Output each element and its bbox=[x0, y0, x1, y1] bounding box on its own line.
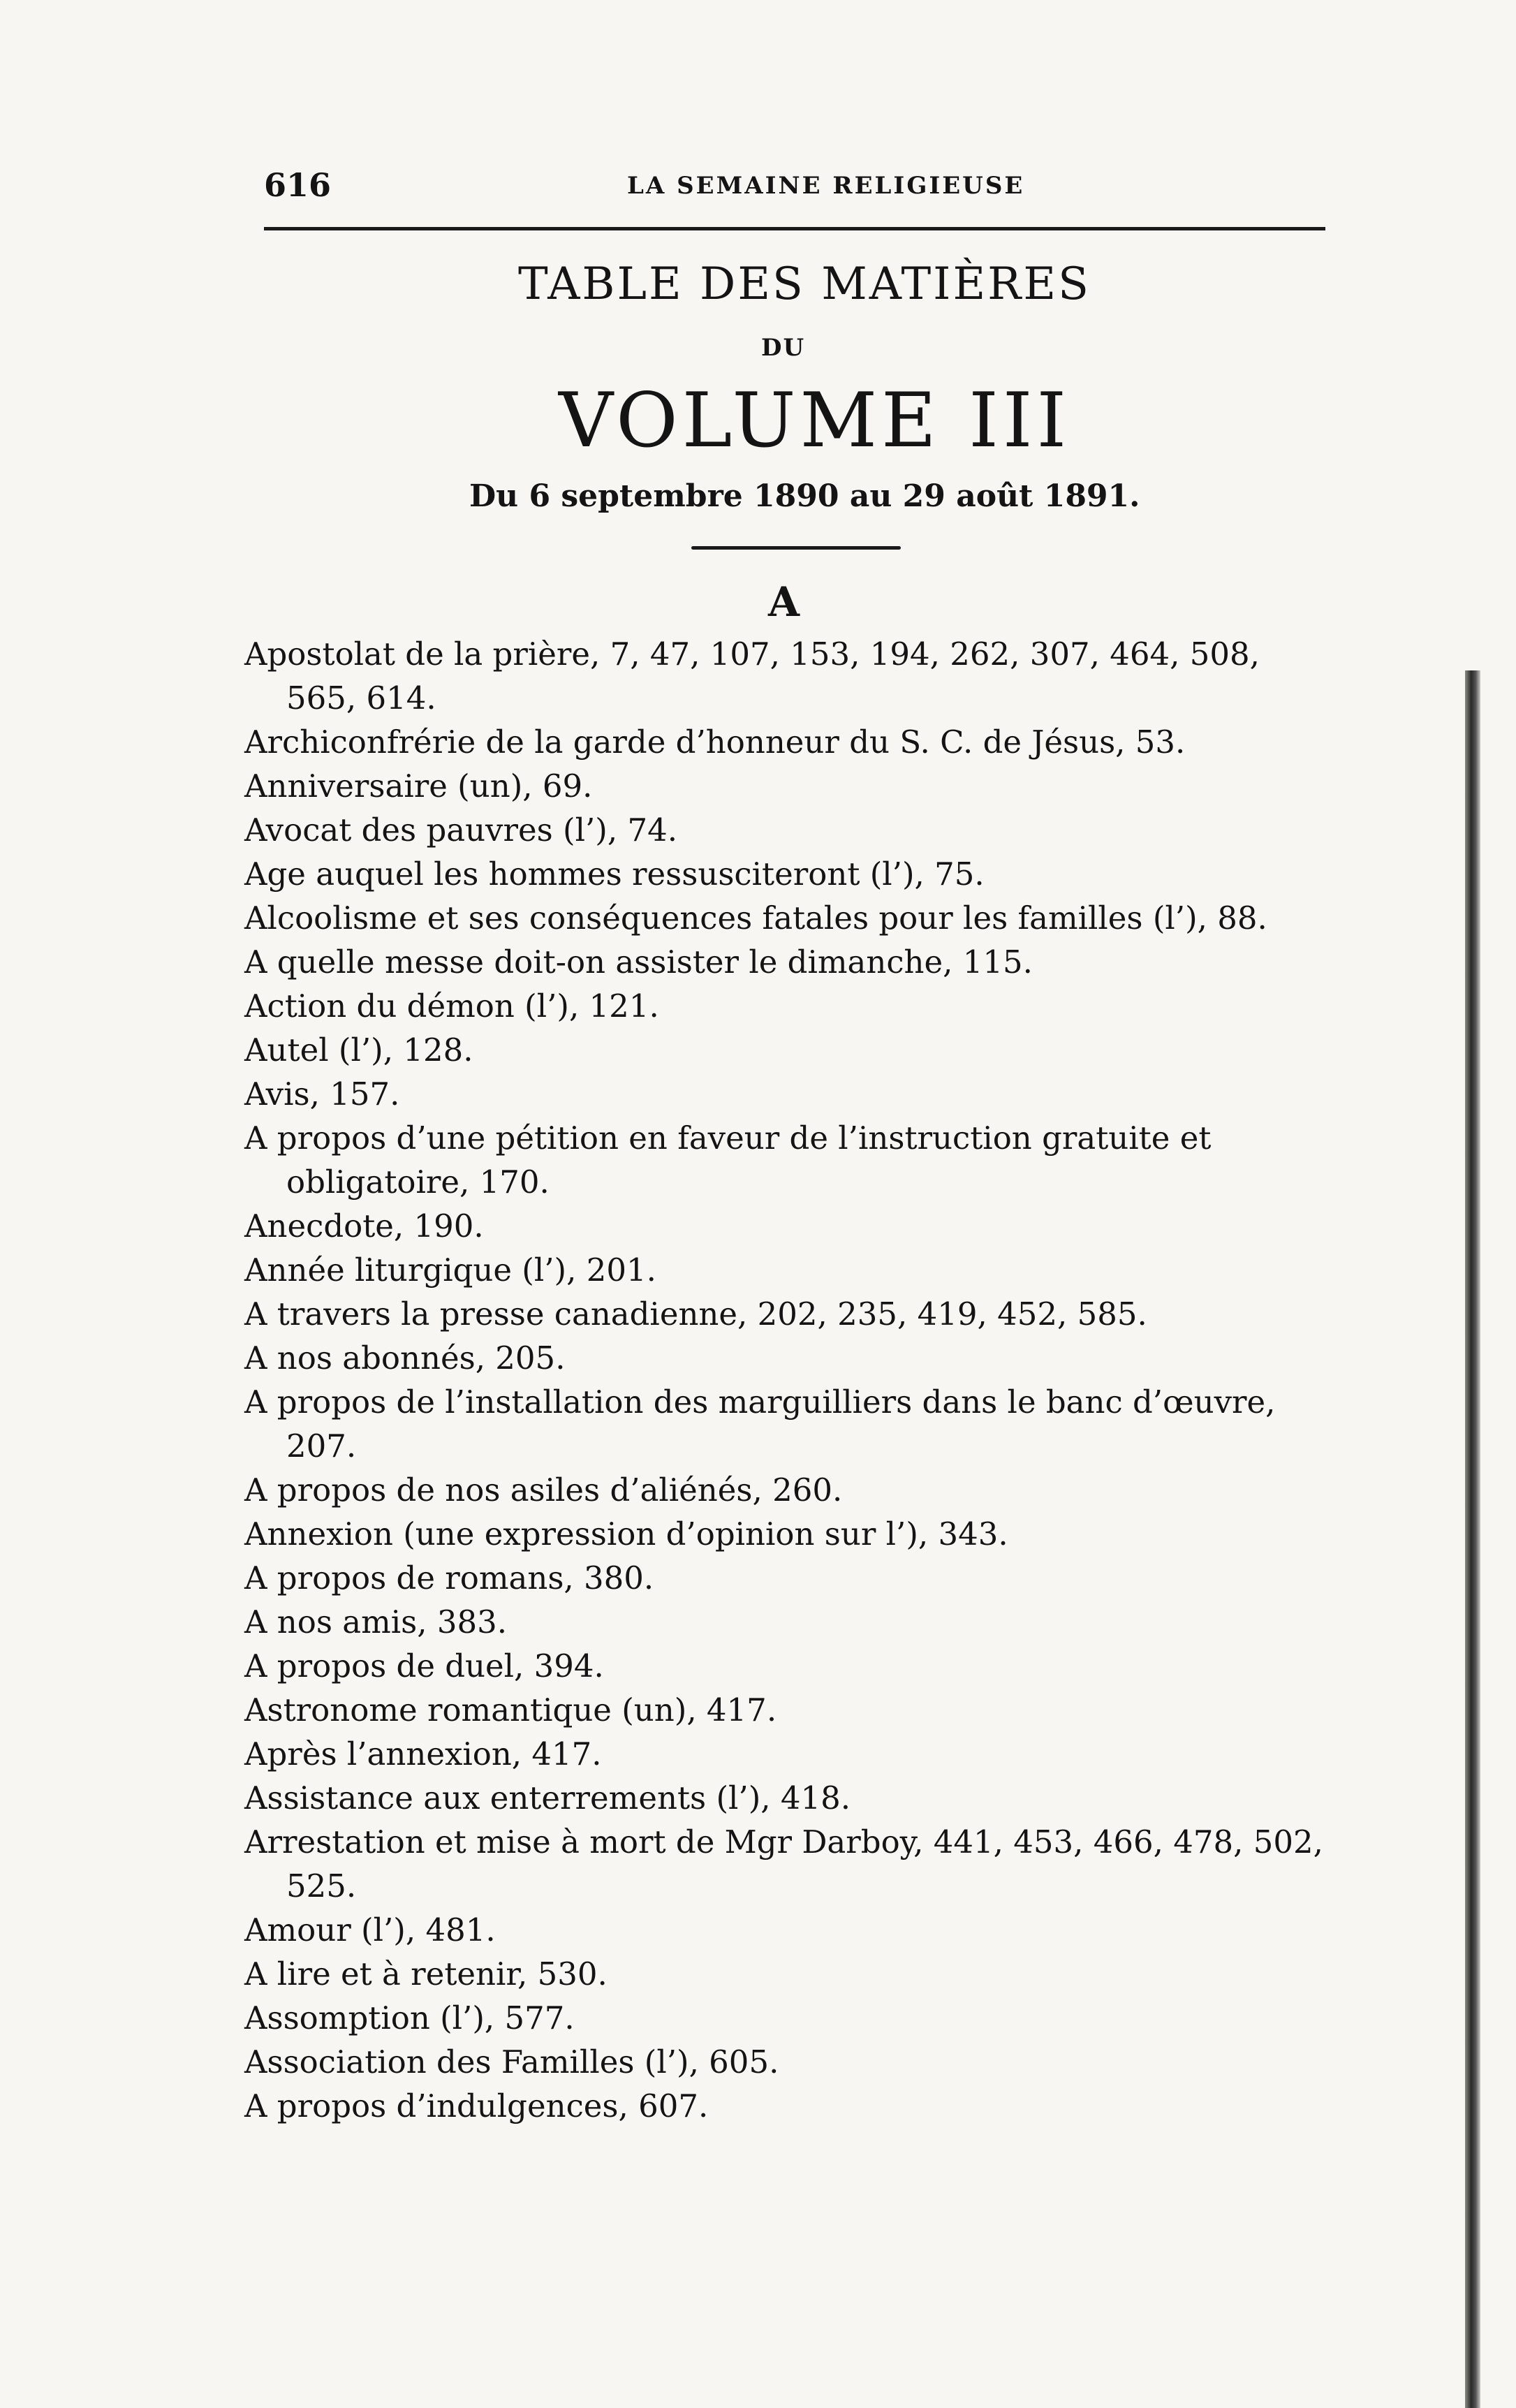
index-entry: Anniversaire (un), 69. bbox=[244, 768, 593, 805]
index-entry: A quelle messe doit-on assister le dimanche, 115. bbox=[244, 944, 1033, 981]
index-entry: A propos de nos asiles d’aliénés, 260. bbox=[244, 1471, 843, 1508]
index-entries bbox=[244, 632, 1334, 2128]
volume-title: VOLUME III bbox=[559, 377, 1071, 464]
index-entry: Association des Familles (l’), 605. bbox=[244, 2043, 779, 2080]
index-entry: A nos abonnés, 205. bbox=[244, 1339, 566, 1376]
index-entry: A lire et à retenir, 530. bbox=[244, 1955, 608, 1992]
index-entry: Annexion (une expression d’opinion sur l’), 343. bbox=[244, 1515, 1008, 1552]
index-entry: A propos de duel, 394. bbox=[244, 1647, 604, 1684]
index-entry: Amour (l’), 481. bbox=[244, 1911, 496, 1948]
index-entry: Alcoolisme et ses conséquences fatales pour les familles (l’), 88. bbox=[244, 900, 1267, 937]
date-range: Du 6 septembre 1890 au 29 août 1891. bbox=[469, 478, 1140, 514]
toc-title: TABLE DES MATIÈRES bbox=[518, 258, 1091, 310]
index-entry: A propos de romans, 380. bbox=[244, 1559, 654, 1596]
index-entry: A propos d’une pétition en faveur de l’instruction gratuite et obligatoire, 170. bbox=[244, 1119, 1212, 1201]
index-entry: A propos d’indulgences, 607. bbox=[244, 2087, 709, 2124]
running-title: LA SEMAINE RELIGIEUSE bbox=[627, 172, 1025, 200]
index-entry: A travers la presse canadienne, 202, 235, 419, 452, 585. bbox=[244, 1295, 1147, 1333]
scan-page-edge bbox=[1465, 670, 1480, 2408]
ornament-rule bbox=[691, 546, 901, 550]
index-entry: Archiconfrérie de la garde d’honneur du S. C. de Jésus, 53. bbox=[244, 724, 1186, 761]
index-entry: Après l’annexion, 417. bbox=[244, 1735, 602, 1772]
section-letter: A bbox=[768, 578, 800, 626]
index-entry: Arrestation et mise à mort de Mgr Darboy, 441, 453, 466, 478, 502, 525. bbox=[244, 1823, 1323, 1904]
index-entry: Astronome romantique (un), 417. bbox=[244, 1691, 777, 1728]
title-connector: DU bbox=[761, 334, 806, 362]
index-entry: Anecdote, 190. bbox=[244, 1207, 484, 1245]
page-number: 616 bbox=[264, 166, 332, 204]
index-entry: Avocat des pauvres (l’), 74. bbox=[244, 812, 678, 849]
page-header bbox=[264, 166, 1311, 208]
index-entry: Age auquel les hommes ressusciteront (l’), 75. bbox=[244, 856, 985, 893]
index-entry: Année liturgique (l’), 201. bbox=[244, 1251, 656, 1289]
index-entry: Autel (l’), 128. bbox=[244, 1032, 473, 1069]
index-entry: Avis, 157. bbox=[244, 1075, 400, 1113]
header-rule bbox=[264, 227, 1325, 230]
index-entry: A propos de l’installation des marguilliers dans le banc d’œuvre, 207. bbox=[244, 1383, 1276, 1464]
index-entry: Assistance aux enterrements (l’), 418. bbox=[244, 1779, 851, 1816]
index-entry: Action du démon (l’), 121. bbox=[244, 988, 659, 1025]
index-entry: Apostolat de la prière, 7, 47, 107, 153, 194, 262, 307, 464, 508, 565, 614. bbox=[244, 636, 1260, 717]
index-entry: A nos amis, 383. bbox=[244, 1603, 508, 1640]
index-entry: Assomption (l’), 577. bbox=[244, 1999, 575, 2036]
